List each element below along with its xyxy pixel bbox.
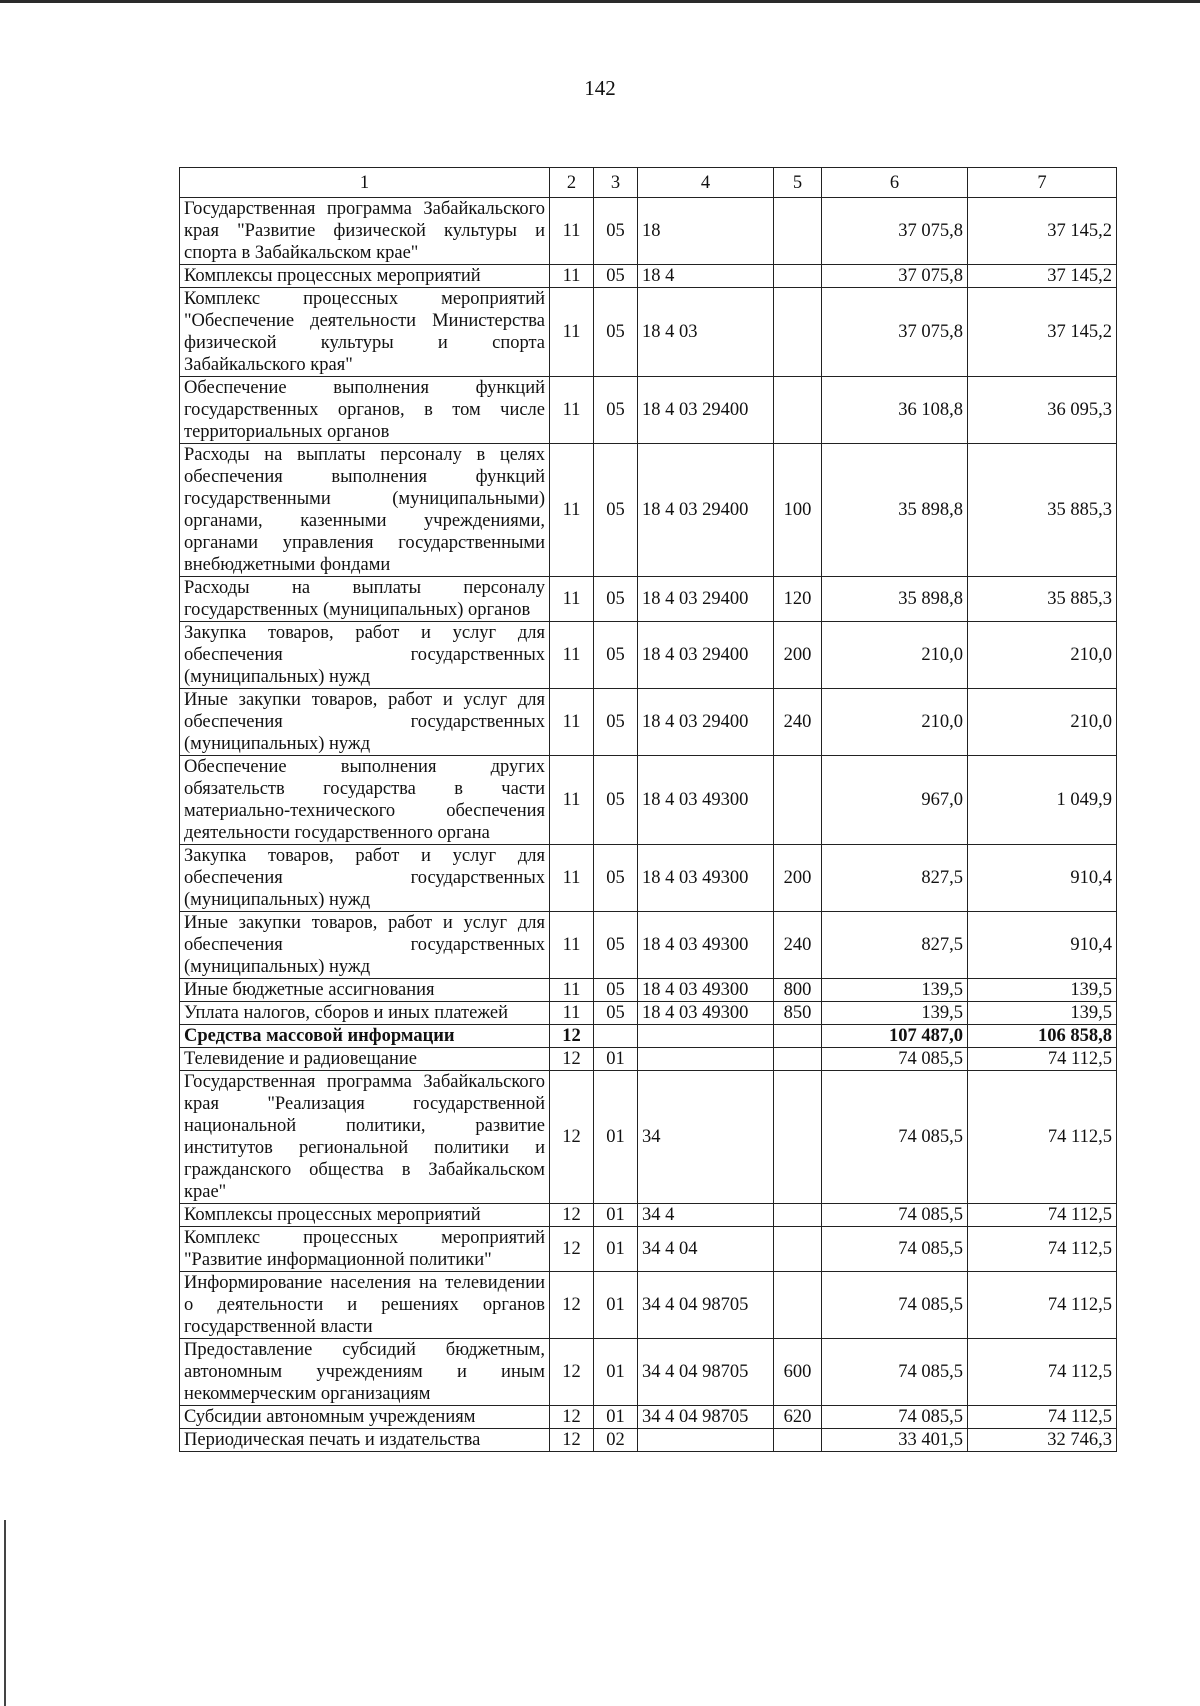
- amount-year-1-cell: 36 108,8: [822, 377, 968, 444]
- row-name-cell: Обеспечение выполнения других обязательств государства в части материально-технического обеспечения деятельности государственного органа: [180, 756, 550, 845]
- budget-table: [179, 167, 1117, 1452]
- section-cell: 11: [550, 377, 594, 444]
- subsection-cell: 05: [594, 577, 638, 622]
- expense-type-cell: 600: [774, 1339, 822, 1406]
- section-cell: 11: [550, 265, 594, 288]
- table-row: [180, 756, 1117, 845]
- target-article-cell: 34 4 04: [638, 1227, 774, 1272]
- table-row: [180, 1339, 1117, 1406]
- target-article-cell: 34 4: [638, 1204, 774, 1227]
- target-article-cell: [638, 1048, 774, 1071]
- target-article-cell: 18 4 03 49300: [638, 979, 774, 1002]
- table-row: [180, 265, 1117, 288]
- target-article-cell: 18 4 03 29400: [638, 444, 774, 577]
- target-article-cell: 34: [638, 1071, 774, 1204]
- target-article-cell: 34 4 04 98705: [638, 1406, 774, 1429]
- target-article-cell: 18 4 03 49300: [638, 1002, 774, 1025]
- target-article-cell: 18 4 03 29400: [638, 622, 774, 689]
- table-row: [180, 622, 1117, 689]
- table-row: [180, 1272, 1117, 1339]
- expense-type-cell: [774, 1429, 822, 1452]
- amount-year-1-cell: 967,0: [822, 756, 968, 845]
- expense-type-cell: 620: [774, 1406, 822, 1429]
- amount-year-2-cell: 32 746,3: [968, 1429, 1117, 1452]
- target-article-cell: 18 4 03 29400: [638, 377, 774, 444]
- amount-year-1-cell: 37 075,8: [822, 198, 968, 265]
- amount-year-2-cell: 74 112,5: [968, 1339, 1117, 1406]
- amount-year-1-cell: 74 085,5: [822, 1227, 968, 1272]
- row-name-cell: Комплексы процессных мероприятий: [180, 265, 550, 288]
- table-row: [180, 1048, 1117, 1071]
- amount-year-2-cell: 74 112,5: [968, 1204, 1117, 1227]
- amount-year-2-cell: 910,4: [968, 912, 1117, 979]
- header-col-7: 7: [968, 168, 1117, 198]
- section-cell: 11: [550, 577, 594, 622]
- amount-year-2-cell: 74 112,5: [968, 1272, 1117, 1339]
- subsection-cell: 05: [594, 1002, 638, 1025]
- target-article-cell: 18 4 03: [638, 288, 774, 377]
- subsection-cell: 05: [594, 288, 638, 377]
- subsection-cell: 01: [594, 1071, 638, 1204]
- section-cell: 11: [550, 979, 594, 1002]
- table-row: [180, 845, 1117, 912]
- row-name-cell: Периодическая печать и издательства: [180, 1429, 550, 1452]
- amount-year-1-cell: 35 898,8: [822, 577, 968, 622]
- subsection-cell: 01: [594, 1204, 638, 1227]
- table-row: [180, 1227, 1117, 1272]
- amount-year-2-cell: 139,5: [968, 979, 1117, 1002]
- expense-type-cell: [774, 265, 822, 288]
- table-row: [180, 1071, 1117, 1204]
- row-name-cell: Закупка товаров, работ и услуг для обеспечения государственных (муниципальных) нужд: [180, 845, 550, 912]
- expense-type-cell: [774, 756, 822, 845]
- subsection-cell: 05: [594, 622, 638, 689]
- section-cell: 11: [550, 756, 594, 845]
- amount-year-2-cell: 74 112,5: [968, 1071, 1117, 1204]
- left-margin-line: [4, 1520, 6, 1706]
- amount-year-2-cell: 36 095,3: [968, 377, 1117, 444]
- amount-year-1-cell: 37 075,8: [822, 288, 968, 377]
- target-article-cell: 18: [638, 198, 774, 265]
- target-article-cell: 18 4 03 29400: [638, 577, 774, 622]
- row-name-cell: Уплата налогов, сборов и иных платежей: [180, 1002, 550, 1025]
- row-name-cell: Комплекс процессных мероприятий "Развитие информационной политики": [180, 1227, 550, 1272]
- amount-year-1-cell: 827,5: [822, 845, 968, 912]
- subsection-cell: [594, 1025, 638, 1048]
- expense-type-cell: 800: [774, 979, 822, 1002]
- amount-year-1-cell: 37 075,8: [822, 265, 968, 288]
- amount-year-1-cell: 74 085,5: [822, 1071, 968, 1204]
- section-cell: 11: [550, 845, 594, 912]
- top-border-line: [0, 0, 1200, 3]
- target-article-cell: 18 4 03 49300: [638, 912, 774, 979]
- expense-type-cell: [774, 1204, 822, 1227]
- amount-year-2-cell: 74 112,5: [968, 1406, 1117, 1429]
- expense-type-cell: [774, 1048, 822, 1071]
- section-cell: 11: [550, 288, 594, 377]
- expense-type-cell: [774, 1025, 822, 1048]
- amount-year-1-cell: 33 401,5: [822, 1429, 968, 1452]
- row-name-cell: Иные закупки товаров, работ и услуг для обеспечения государственных (муниципальных) нужд: [180, 689, 550, 756]
- section-cell: 12: [550, 1272, 594, 1339]
- row-name-cell: Субсидии автономным учреждениям: [180, 1406, 550, 1429]
- subsection-cell: 01: [594, 1227, 638, 1272]
- table-row: [180, 198, 1117, 265]
- amount-year-1-cell: 210,0: [822, 689, 968, 756]
- section-cell: 12: [550, 1339, 594, 1406]
- expense-type-cell: 850: [774, 1002, 822, 1025]
- expense-type-cell: [774, 1227, 822, 1272]
- subsection-cell: 05: [594, 912, 638, 979]
- table-row: [180, 1002, 1117, 1025]
- section-cell: 12: [550, 1429, 594, 1452]
- amount-year-1-cell: 35 898,8: [822, 444, 968, 577]
- row-name-cell: Расходы на выплаты персоналу в целях обеспечения выполнения функций государственными (муниципальными) органами, казенными учреждениями, органами управления государственными внебюджетными фондами: [180, 444, 550, 577]
- amount-year-2-cell: 210,0: [968, 689, 1117, 756]
- header-col-1: 1: [180, 168, 550, 198]
- subsection-cell: 01: [594, 1048, 638, 1071]
- expense-type-cell: 200: [774, 845, 822, 912]
- table-header: [180, 168, 1117, 198]
- amount-year-1-cell: 139,5: [822, 979, 968, 1002]
- subsection-cell: 01: [594, 1339, 638, 1406]
- amount-year-1-cell: 210,0: [822, 622, 968, 689]
- section-cell: 11: [550, 622, 594, 689]
- expense-type-cell: 120: [774, 577, 822, 622]
- section-cell: 11: [550, 444, 594, 577]
- amount-year-1-cell: 827,5: [822, 912, 968, 979]
- table-row: [180, 444, 1117, 577]
- amount-year-1-cell: 74 085,5: [822, 1048, 968, 1071]
- target-article-cell: 34 4 04 98705: [638, 1272, 774, 1339]
- header-col-4: 4: [638, 168, 774, 198]
- row-name-cell: Обеспечение выполнения функций государственных органов, в том числе территориальных органов: [180, 377, 550, 444]
- amount-year-2-cell: 106 858,8: [968, 1025, 1117, 1048]
- header-col-2: 2: [550, 168, 594, 198]
- expense-type-cell: [774, 1272, 822, 1339]
- table-row: [180, 1025, 1117, 1048]
- amount-year-1-cell: 107 487,0: [822, 1025, 968, 1048]
- table-row: [180, 689, 1117, 756]
- amount-year-2-cell: 74 112,5: [968, 1048, 1117, 1071]
- amount-year-2-cell: 910,4: [968, 845, 1117, 912]
- amount-year-2-cell: 139,5: [968, 1002, 1117, 1025]
- subsection-cell: 05: [594, 689, 638, 756]
- row-name-cell: Иные закупки товаров, работ и услуг для обеспечения государственных (муниципальных) нужд: [180, 912, 550, 979]
- section-cell: 11: [550, 198, 594, 265]
- expense-type-cell: [774, 377, 822, 444]
- target-article-cell: [638, 1025, 774, 1048]
- target-article-cell: [638, 1429, 774, 1452]
- expense-type-cell: 100: [774, 444, 822, 577]
- amount-year-2-cell: 1 049,9: [968, 756, 1117, 845]
- row-name-cell: Информирование населения на телевидении о деятельности и решениях органов государственной власти: [180, 1272, 550, 1339]
- subsection-cell: 02: [594, 1429, 638, 1452]
- row-name-cell: Расходы на выплаты персоналу государственных (муниципальных) органов: [180, 577, 550, 622]
- amount-year-1-cell: 74 085,5: [822, 1406, 968, 1429]
- amount-year-2-cell: 35 885,3: [968, 577, 1117, 622]
- page-number: 142: [584, 76, 616, 100]
- amount-year-1-cell: 74 085,5: [822, 1272, 968, 1339]
- table-body: [180, 198, 1117, 1452]
- subsection-cell: 05: [594, 198, 638, 265]
- expense-type-cell: 240: [774, 912, 822, 979]
- expense-type-cell: 240: [774, 689, 822, 756]
- table-row: [180, 288, 1117, 377]
- row-name-cell: Комплекс процессных мероприятий "Обеспечение деятельности Министерства физической культуры и спорта Забайкальского края": [180, 288, 550, 377]
- section-cell: 11: [550, 1002, 594, 1025]
- amount-year-2-cell: 37 145,2: [968, 288, 1117, 377]
- table-row: [180, 577, 1117, 622]
- amount-year-2-cell: 37 145,2: [968, 265, 1117, 288]
- subsection-cell: 01: [594, 1272, 638, 1339]
- subsection-cell: 05: [594, 265, 638, 288]
- table-row: [180, 377, 1117, 444]
- target-article-cell: 18 4: [638, 265, 774, 288]
- amount-year-2-cell: 210,0: [968, 622, 1117, 689]
- table-row: [180, 979, 1117, 1002]
- header-col-6: 6: [822, 168, 968, 198]
- row-name-cell: Средства массовой информации: [180, 1025, 550, 1048]
- section-cell: 12: [550, 1204, 594, 1227]
- row-name-cell: Комплексы процессных мероприятий: [180, 1204, 550, 1227]
- expense-type-cell: [774, 288, 822, 377]
- table-row: [180, 1204, 1117, 1227]
- subsection-cell: 05: [594, 756, 638, 845]
- row-name-cell: Закупка товаров, работ и услуг для обеспечения государственных (муниципальных) нужд: [180, 622, 550, 689]
- row-name-cell: Государственная программа Забайкальского края "Развитие физической культуры и спорта в Забайкальском крае": [180, 198, 550, 265]
- section-cell: 11: [550, 689, 594, 756]
- header-row: [180, 168, 1117, 198]
- header-col-3: 3: [594, 168, 638, 198]
- target-article-cell: 34 4 04 98705: [638, 1339, 774, 1406]
- target-article-cell: 18 4 03 49300: [638, 845, 774, 912]
- amount-year-2-cell: 74 112,5: [968, 1227, 1117, 1272]
- amount-year-1-cell: 74 085,5: [822, 1339, 968, 1406]
- section-cell: 12: [550, 1406, 594, 1429]
- section-cell: 12: [550, 1025, 594, 1048]
- target-article-cell: 18 4 03 49300: [638, 756, 774, 845]
- section-cell: 12: [550, 1071, 594, 1204]
- amount-year-2-cell: 35 885,3: [968, 444, 1117, 577]
- section-cell: 11: [550, 912, 594, 979]
- section-cell: 12: [550, 1048, 594, 1071]
- expense-type-cell: [774, 1071, 822, 1204]
- subsection-cell: 05: [594, 377, 638, 444]
- expense-type-cell: 200: [774, 622, 822, 689]
- subsection-cell: 05: [594, 845, 638, 912]
- expense-type-cell: [774, 198, 822, 265]
- subsection-cell: 05: [594, 979, 638, 1002]
- subsection-cell: 01: [594, 1406, 638, 1429]
- row-name-cell: Иные бюджетные ассигнования: [180, 979, 550, 1002]
- subsection-cell: 05: [594, 444, 638, 577]
- table-row: [180, 912, 1117, 979]
- header-col-5: 5: [774, 168, 822, 198]
- amount-year-2-cell: 37 145,2: [968, 198, 1117, 265]
- row-name-cell: Телевидение и радиовещание: [180, 1048, 550, 1071]
- amount-year-1-cell: 139,5: [822, 1002, 968, 1025]
- table-row: [180, 1406, 1117, 1429]
- target-article-cell: 18 4 03 29400: [638, 689, 774, 756]
- table-row: [180, 1429, 1117, 1452]
- row-name-cell: Предоставление субсидий бюджетным, автономным учреждениям и иным некоммерческим организациям: [180, 1339, 550, 1406]
- amount-year-1-cell: 74 085,5: [822, 1204, 968, 1227]
- section-cell: 12: [550, 1227, 594, 1272]
- row-name-cell: Государственная программа Забайкальского края "Реализация государственной национальной политики, развитие институтов региональной политики и гражданского общества в Забайкальском крае": [180, 1071, 550, 1204]
